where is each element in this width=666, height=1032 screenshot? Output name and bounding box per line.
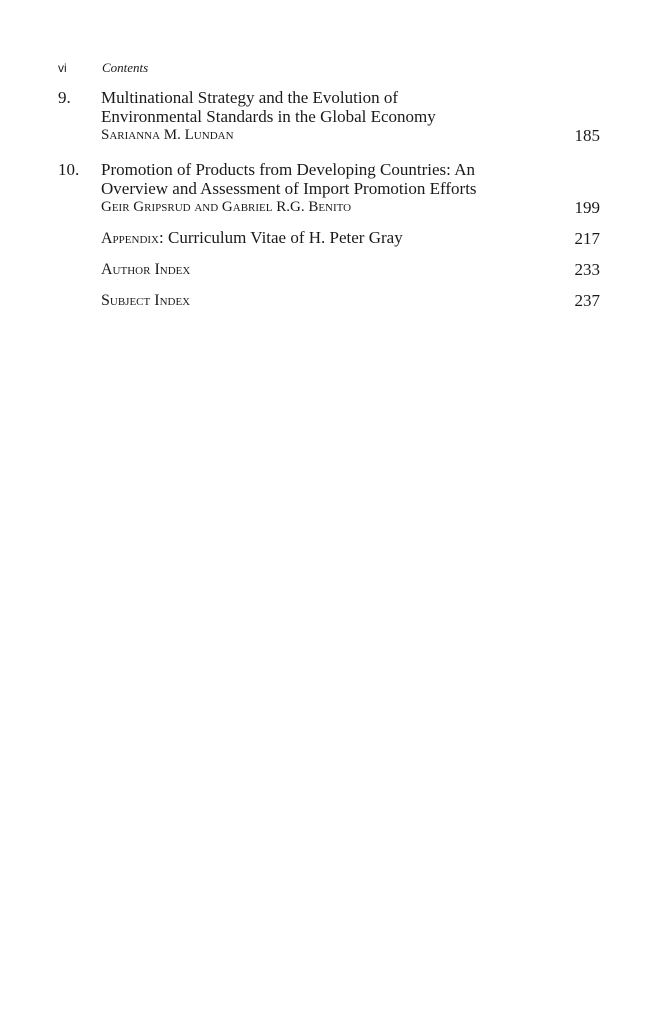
author-index-label: Author Index <box>101 261 191 278</box>
toc-entry-chapter-10 <box>58 160 600 217</box>
chapter-title <box>101 160 550 198</box>
toc-entry-author-index <box>58 259 600 279</box>
chapter-title-line: Multinational Strategy and the Evolution of <box>101 88 398 107</box>
chapter-title-line: Promotion of Products from Developing Countries: An <box>101 160 475 179</box>
chapter-author: Sarianna M. Lundan <box>101 127 234 143</box>
running-head <box>58 60 148 76</box>
toc-entry-subject-index <box>58 290 600 310</box>
appendix-page-number: 217 <box>574 229 600 248</box>
chapter-author: Geir Gripsrud and Gabriel R.G. Benito <box>101 199 352 215</box>
author-index-page-number: 233 <box>574 260 600 279</box>
subject-index-label: Subject Index <box>101 292 191 309</box>
chapter-page-number: 199 <box>574 198 600 217</box>
chapter-number: 10. <box>58 160 80 179</box>
table-of-contents <box>58 88 600 310</box>
toc-entry-chapter-9 <box>58 88 600 145</box>
chapter-number: 9. <box>58 88 71 107</box>
appendix-body <box>101 228 600 248</box>
chapter-page-number: 185 <box>574 126 600 145</box>
subject-index-page-number: 237 <box>574 291 600 310</box>
chapter-body <box>101 88 600 145</box>
running-head-page-number: vi <box>58 61 67 75</box>
subject-index-body <box>101 290 600 310</box>
appendix-label: Appendix <box>101 230 160 247</box>
appendix-title: : Curriculum Vitae of H. Peter Gray <box>159 228 403 247</box>
chapter-body <box>101 160 600 217</box>
chapter-title-line: Environmental Standards in the Global Economy <box>101 107 436 126</box>
chapter-title-line: Overview and Assessment of Import Promotion Efforts <box>101 179 477 198</box>
author-index-body <box>101 259 600 279</box>
chapter-title <box>101 88 550 126</box>
running-head-title: Contents <box>102 60 149 75</box>
toc-entry-appendix <box>58 228 600 248</box>
